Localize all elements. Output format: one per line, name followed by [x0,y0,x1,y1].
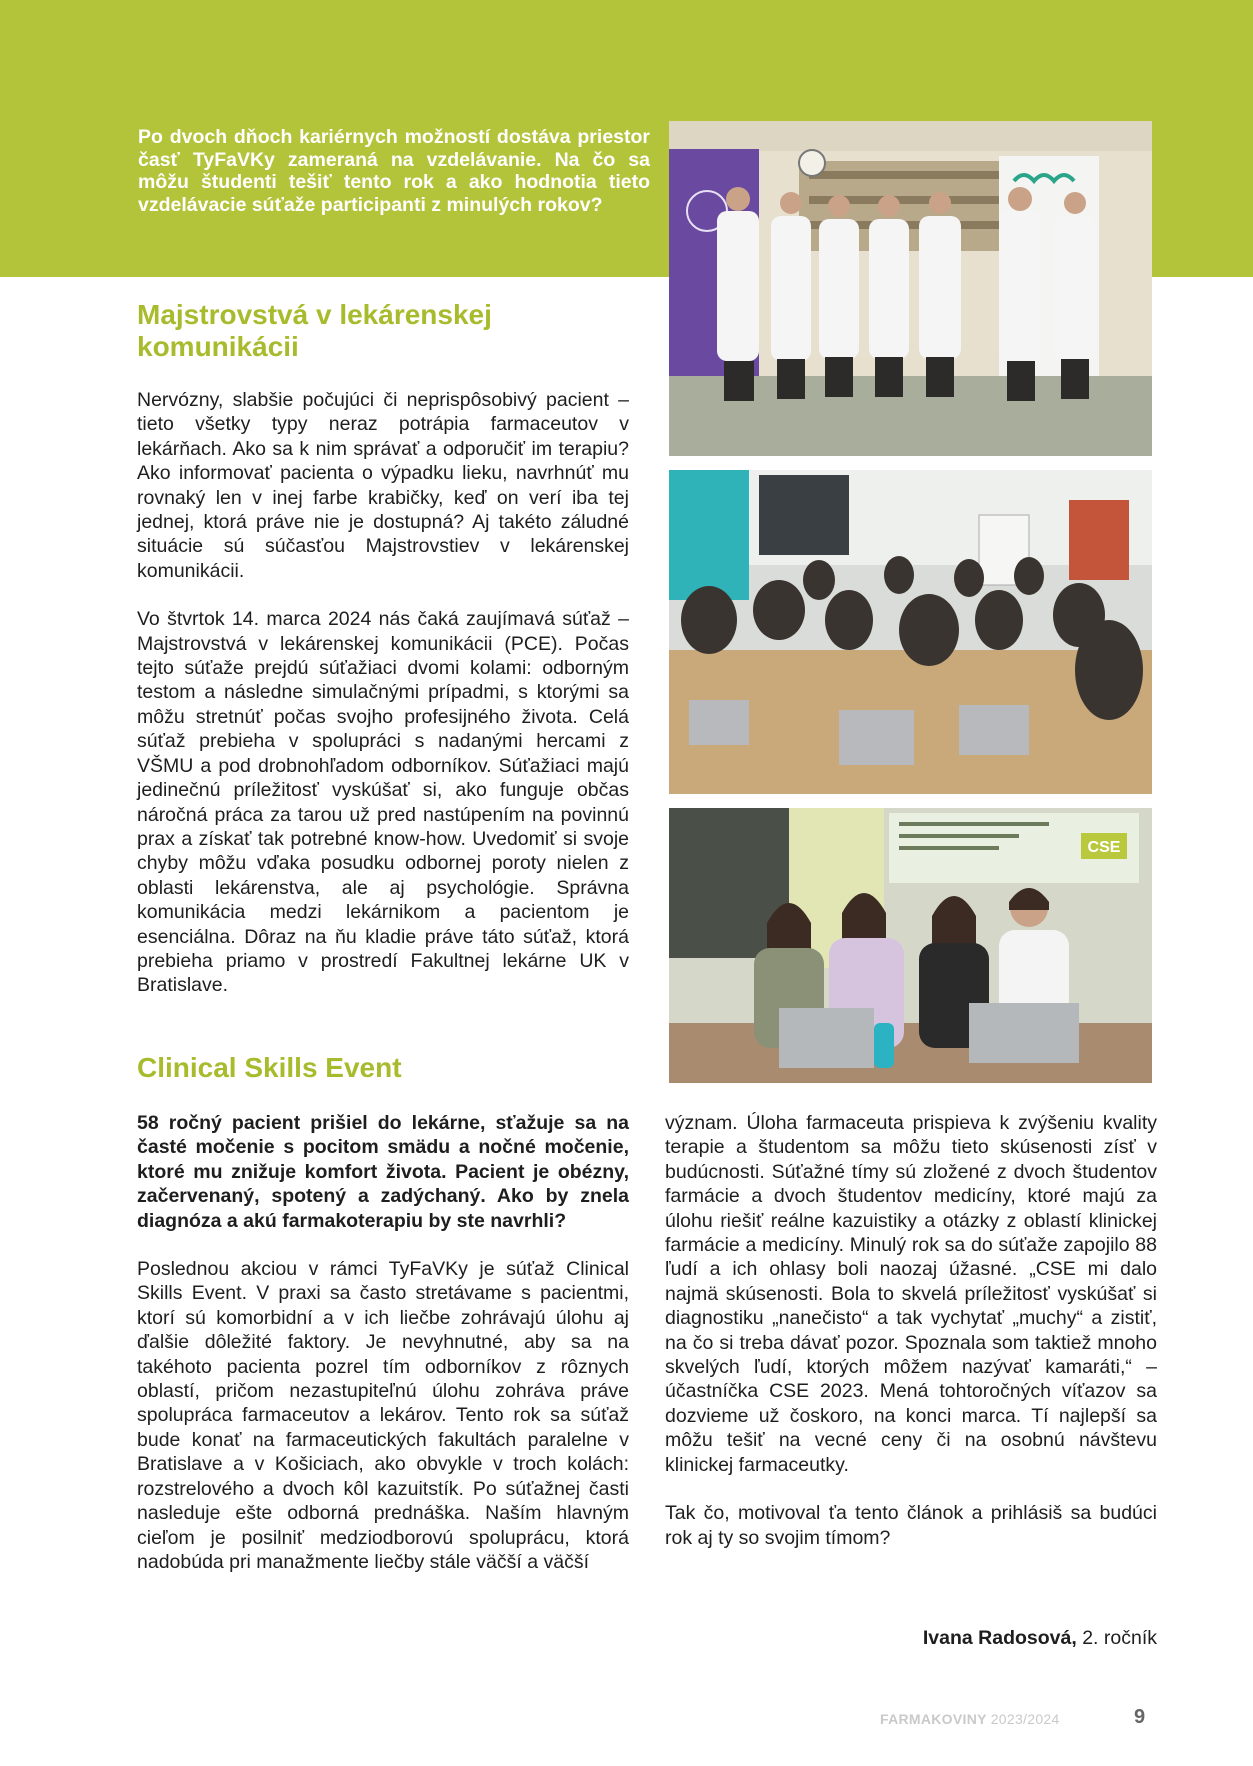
cse-paragraph-1: Poslednou akciou v rámci TyFaVKy je súťaž Clinical Skills Event. V praxi sa často stretávame s pacientmi, ktorí sú komorbidní a v ich liečbe zohrávajú úlohu aj ďalšie dôležité faktory. Je nevyhnutné, aby sa na takéhoto pacienta pozrel tím odborníkov z rôznych oblastí, pričom nezastupiteľnú úlohu zohráva práve spolupráca farmaceutov a lekárov. Tento rok sa súťaž bude konať na farmaceutických fakultách paralelne v Bratislave a v Košiciach, ako obvykle v troch kolách: rozstrelového a dvoch kôl kazuitstík. Po súťažnej časti nasleduje ešte odborná prednáška. Naším hlavným cieľom je posilniť medziodborovú spoluprácu, ktorá nadobúda pri manažmente liečby stále väčší a väčší [137,1258,629,1573]
magazine-name: FARMAKOVINY [880,1711,987,1727]
cse-case-question: 58 ročný pacient prišiel do lekárne, sťažuje sa na časté močenie s pocitom smädu a nočné močenie, ktoré mu znižuje komfort života. Pacient je obézny, začervenaný, spotený a zadýchaný. Ako by znela diagnóza a akú farmakoterapiu by ste navrhli? [137,1112,629,1232]
section-heading-pce: Majstrovstvá v lekárenskej komunikácii [137,299,492,362]
article-column-3 [665,1111,1157,1574]
author-name: Ivana Radosová, [922,1627,1077,1649]
pce-paragraph-2: Vo štvrtok 14. marca 2024 nás čaká zaujímavá súťaž – Majstrovstvá v lekárenskej komunikácii (PCE). Počas tejto súťaže prejdú súťažiaci dvomi kolami: odborným testom a následne simulačnými prípadmi, s ktorými sa môžu stretnúť počas svojho profesijného života. Celá súťaž prebieha v spolupráci s nadanými hercami z VŠMU a pod drobnohľadom odborníkov. Súťažiaci majú jedinečnú príležitosť vyskúšať si, ako funguje občas náročná práca za tarou už pred nastúpením na povinnú prax a získať tak potrebné know-how. Uvedomiť si svoje chyby môžu vďaka posudku odbornej poroty nielen z oblasti lekárenstva, ale aj psychológie. Správna komunikácia medzi lekárnikom a pacientom je esenciálna. Dôraz na ňu kladie práve táto súťaž, ktorá prebieha priamo v prostredí Fakultnej lekárne UK v Bratislave. [137,608,629,997]
photo-pharmacy-team [669,121,1152,456]
photo-cse-participants [669,808,1152,1083]
footer-magazine [880,1711,1060,1727]
pce-paragraph-1: Nervózny, slabšie počujúci či neprispôsobivý pacient – tieto všetky typy neraz potrápia farmaceutov v lekárňach. Ako sa k nim správať a odporučiť im terapiu? Ako informovať pacienta o výpadku lieku, navrhnúť mu rovnaký len v inej farbe krabičky, keď on verí iba tej jednej, ktorá práve nie je dostupná? Aj takéto záludné situácie sú súčasťou Majstrovstiev v lekárenskej komunikácii. [137,389,629,582]
cse-paragraph-3: Tak čo, motivoval ťa tento článok a prihlásiš sa budúci rok aj ty so svojim tímom? [665,1502,1157,1549]
lead-paragraph: Po dvoch dňoch kariérnych možností dostáva priestor časť TyFaVKy zameraná na vzdelávanie. Na čo sa môžu študenti tešiť tento rok a ako hodnotia tieto vzdelávacie súťaže participanti z minulých rokov? [138,126,650,216]
page-number: 9 [1134,1706,1146,1728]
photo-lecture-hall [669,470,1152,794]
author-year: 2. ročník [1082,1627,1157,1649]
section-heading-cse: Clinical Skills Event [137,1052,402,1083]
cse-badge-text: CSE [1087,839,1121,856]
article-column-2 [137,1111,629,1598]
article-column-1 [137,388,629,1022]
cse-paragraph-2: význam. Úloha farmaceuta prispieva k zvýšeniu kvality terapie a študentom sa môžu tieto skúsenosti zísť v budúcnosti. Súťažné tímy sú zložené z dvoch študentov farmácie a dvoch študentov medicíny, ktoré majú za úlohu riešiť reálne kazuistiky a otázky z oblastí klinickej farmácie a medicíny. Minulý rok sa do súťaže zapojilo 88 ľudí a ich ohlasy boli naozaj úžasné. „CSE mi dalo najmä skúsenosti. Bola to skvelá príležitosť vyskúšať si diagnostiku „nanečisto“ a tak vychytať „muchy“ a zistiť, na čo si treba dávať pozor. Spoznala som taktiež mnoho skvelých ľudí, ktorých môžem nazývať kamaráti,“ – účastníčka CSE 2023. Mená tohtoročných víťazov sa dozvieme už čoskoro, na konci marca. Tí najlepší sa môžu tešiť na vecné ceny či na osobnú návštevu klinickej farmaceutky. [665,1112,1157,1476]
author-signature [923,1627,1157,1650]
magazine-volume: 2023/2024 [990,1711,1060,1727]
